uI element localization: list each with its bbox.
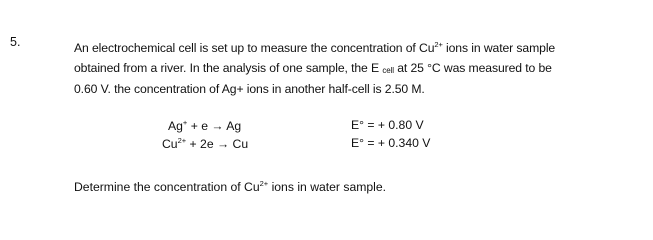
paragraph-line-1 (74, 35, 634, 59)
potential-silver: E° = + 0.80 V (351, 118, 424, 132)
line2-text-b: at 25 °C was measured to be (393, 60, 552, 75)
reaction-rest-ag: + e → Ag (187, 119, 242, 133)
cu-charge-superscript: 2+ (434, 40, 443, 49)
question-paragraph (74, 35, 634, 100)
question-prompt (74, 179, 386, 194)
half-reaction-copper (162, 136, 248, 151)
question-number: 5. (10, 35, 21, 49)
paragraph-line-2 (74, 59, 634, 81)
potential-copper: E° = + 0.340 V (351, 136, 431, 150)
cu-charge: 2+ (177, 136, 187, 145)
prompt-cu-charge: 2+ (259, 179, 269, 188)
ag-charge: + (182, 118, 188, 127)
line1-text-a: An electrochemical cell is set up to measure the concentration of Cu (74, 41, 435, 55)
ecell-subscript: cell (382, 65, 394, 75)
prompt-text-a: Determine the concentration of Cu (74, 180, 260, 194)
line1-text-b: ions in water sample (442, 41, 556, 55)
reaction-rest-cu: + 2e → Cu (186, 137, 249, 151)
paragraph-line-3: 0.60 V. the concentration of Ag+ ions in another half-cell is 2.50 M. (74, 82, 425, 96)
half-reaction-silver (168, 118, 241, 133)
prompt-text-b: ions in water sample. (268, 180, 387, 194)
species-ag: Ag (168, 119, 183, 133)
line2-text-a: obtained from a river. In the analysis of one sample, the E (74, 60, 383, 75)
species-cu: Cu (162, 137, 178, 151)
